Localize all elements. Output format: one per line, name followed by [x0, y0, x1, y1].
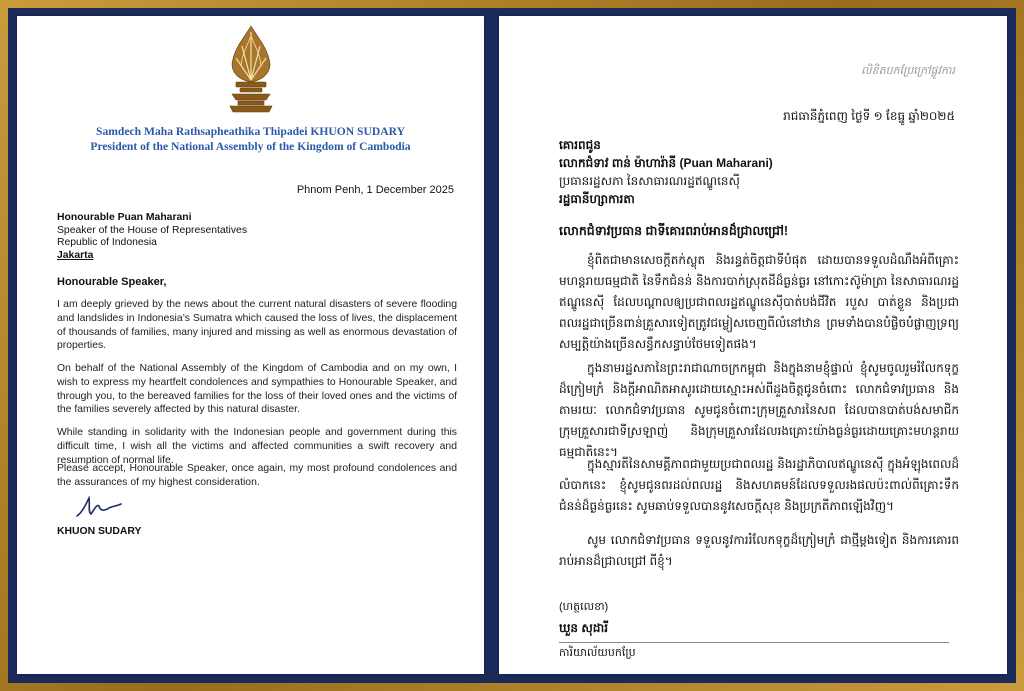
addressee-city: Jakarta: [57, 249, 94, 261]
place-date: Phnom Penh, 1 December 2025: [296, 184, 454, 196]
khmer-to-name: លោកជំទាវ ពាន់ ម៉ាហារ៉ានី (Puan Maharani): [559, 156, 773, 170]
letter-paragraph: Please accept, Honourable Speaker, once again, my most profound condolences and the assurances of my highest consideration.: [57, 463, 457, 488]
khmer-paragraph: ក្នុងស្មារតីនៃសាមគ្គីភាពជាមួយប្រជាពលរដ្ឋ និងរដ្ឋាភិបាលឥណ្ឌូនេស៊ី ក្នុងអំឡុងពេលដ៏លំបាកនេះ ខ្ញុំសូមជូនពរដល់ពលរដ្ឋ និងសហគមន៍ដែលទទួលរងផលប៉ះពាល់ពីគ្រោះទឹកជំនន់ដ៏ធ្ងន់ធ្ងរនេះ សូមឆាប់ទទួលបាននូវសេចក្តីសុខ និងប្រក្រតីភាពឡើងវិញ។: [559, 457, 959, 513]
addressee-country: Republic of Indonesia: [57, 237, 157, 249]
addressee-title: Speaker of the House of Representatives: [57, 224, 248, 236]
letter-paragraph: While standing in solidarity with the Indonesian people and government during this difficult time, I wish all the victims and affected communities a swift recovery and resumption of normal life.: [57, 427, 457, 466]
english-letter-page: [17, 16, 484, 674]
khmer-to-label: គោរពជូន: [559, 138, 601, 152]
salutation: Honourable Speaker,: [57, 276, 167, 288]
letterhead-name: Samdech Maha Rathsapheathika Thipadei KHUON SUDARY: [96, 125, 405, 138]
unofficial-translation-label: លិខិតបកប្រែក្រៅផ្លូវការ: [861, 65, 955, 77]
letterhead-title: President of the National Assembly of the Kingdom of Cambodia: [90, 140, 411, 153]
khmer-letter-page: [499, 16, 1007, 674]
khmer-signature-note: (ហត្ថលេខា): [559, 601, 609, 613]
national-assembly-emblem-icon: [224, 24, 278, 116]
khmer-paragraph: សូម លោកជំទាវប្រធាន ទទួលនូវការរំលែកទុក្ខដ៏ក្រៀមក្រំ ជាថ្មីម្តងទៀត និងការគោរពរាប់អានដ៏ជ្រាលជ្រៅ ពីខ្ញុំ។: [559, 533, 959, 568]
signer-name: KHUON SUDARY: [57, 526, 142, 537]
khmer-paragraph: ក្នុងនាមរដ្ឋសភានៃព្រះរាជាណាចក្រកម្ពុជា និងក្នុងនាមខ្ញុំផ្ទាល់ ខ្ញុំសូមចូលរួមរំលែកទុក្ខដ៏ក្រៀមក្រំ និងក្តីអាណិតអាសូរដោយស្មោះអស់ពីដួងចិត្តជូនចំពោះ លោកជំទាវប្រធាន និងតាមរយៈ លោកជំទាវប្រធាន សូមជូនចំពោះក្រុមគ្រួសារនៃសព ដែលបានបាត់បង់សមាជិកក្រុមគ្រួសារជាទីស្រឡាញ់ និងក្រុមគ្រួសារដែលរងគ្រោះយ៉ាងធ្ងន់ធ្ងរដោយគ្រោះមហន្តរាយធម្មជាតិនេះ។: [559, 361, 959, 459]
khmer-date: រាជធានីភ្នំពេញ ថ្ងៃទី ១ ខែធ្នូ ឆ្នាំ២០២៥: [783, 109, 955, 123]
footer-divider: [559, 642, 949, 643]
letter-paragraph: I am deeply grieved by the news about the current natural disasters of severe flooding and landslides in Indonesia’s Sumatra which caused the loss of lives, the displacement of thousands of families, many injured and missing as well as enormous devastation of properties.: [57, 299, 457, 352]
khmer-to-city: រដ្ឋធានីហ្សាការតា: [559, 192, 635, 206]
translation-office-footer: ការិយាល័យបកប្រែ: [559, 647, 636, 659]
letterhead: [17, 124, 484, 154]
khmer-paragraph: ខ្ញុំពិតជាមានសេចក្តីតក់ស្លុត និងរន្ធត់ចិត្តជាទីបំផុត ដោយបានទទួលដំណឹងអំពីគ្រោះមហន្តរាយធម្មជាតិ នៃទឹកជំនន់ និងការបាក់ស្រុតដីដ៏ធ្ងន់ធ្ងរ នៅកោះស៊ូម៉ាត្រា នៃសាធារណរដ្ឋឥណ្ឌូនេស៊ី ដែលបណ្តាលឲ្យប្រជាពលរដ្ឋឥណ្ឌូនេស៊ីបាត់បង់ជីវិត របួស បាត់ខ្លួន និងប្រជាពលរដ្ឋជាច្រើនពាន់គ្រួសារទៀតត្រូវជម្លៀសចេញពីលំនៅឋាន ព្រមទាំងបានបំផ្លិចបំផ្លាញទ្រព្យសម្បត្តិយ៉ាងច្រើនសន្ធឹកសន្ធាប់ថែមទៀតផង។: [559, 253, 959, 351]
addressee-name: Honourable Puan Maharani: [57, 212, 192, 223]
signature-icon: [75, 494, 123, 520]
letter-paragraph: On behalf of the National Assembly of the Kingdom of Cambodia and on my own, I wish to express my heartfelt condolences and sympathies to Honourable Speaker, and through you, to the bereaved families for the loss of their loved ones and the victims of the families severely affected by this natural disaster.: [57, 363, 457, 416]
khmer-salutation: លោកជំទាវប្រធាន ជាទីគោរពរាប់អានដ៏ជ្រាលជ្រៅ!: [559, 224, 789, 238]
khmer-addressee-block: [559, 136, 773, 208]
khmer-to-title: ប្រធានរដ្ឋសភា នៃសាធារណរដ្ឋឥណ្ឌូនេស៊ី: [559, 174, 740, 188]
khmer-signer-name: ឃួន សុដារី: [559, 621, 609, 635]
addressee-block: [57, 212, 247, 262]
